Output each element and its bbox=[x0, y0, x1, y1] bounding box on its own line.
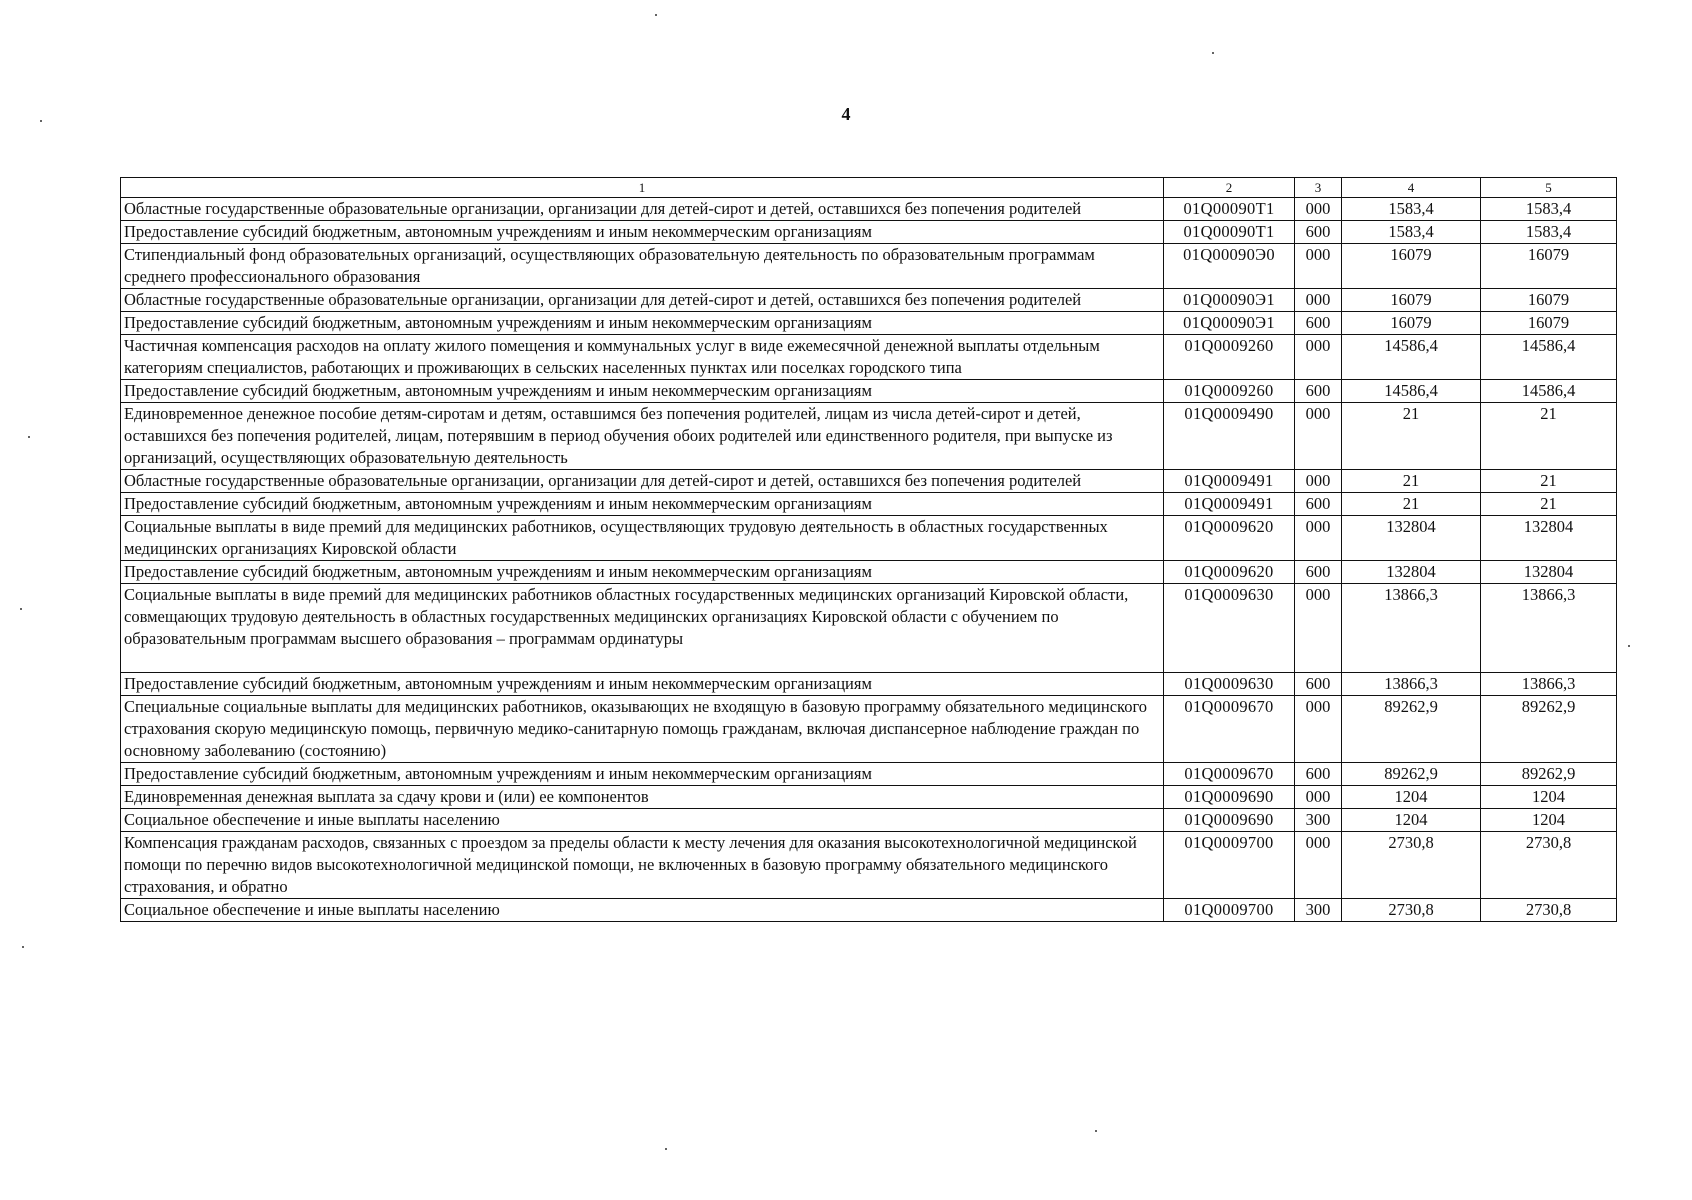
row-value-5: 16079 bbox=[1481, 312, 1617, 335]
table-row bbox=[121, 380, 1617, 403]
row-name: Областные государственные образовательные организации, организации для детей-сирот и детей, оставшихся без попечения родителей bbox=[121, 198, 1164, 221]
row-code: 01Q00090Э0 bbox=[1164, 244, 1295, 289]
row-value-5: 1583,4 bbox=[1481, 198, 1617, 221]
row-value-4: 21 bbox=[1342, 493, 1481, 516]
table-row bbox=[121, 470, 1617, 493]
row-name: Стипендиальный фонд образовательных организаций, осуществляющих образовательную деятельность по образовательным программам среднего профессионального образования bbox=[121, 244, 1164, 289]
table-row bbox=[121, 335, 1617, 380]
scan-speck bbox=[1212, 52, 1214, 54]
table-row bbox=[121, 403, 1617, 470]
row-value-4: 14586,4 bbox=[1342, 380, 1481, 403]
row-code: 01Q0009260 bbox=[1164, 335, 1295, 380]
row-value-4: 1583,4 bbox=[1342, 221, 1481, 244]
scan-speck bbox=[655, 14, 657, 16]
row-code: 01Q0009630 bbox=[1164, 584, 1295, 673]
row-name: Частичная компенсация расходов на оплату жилого помещения и коммунальных услуг в виде ежемесячной денежной выплаты отдельным категориям специалистов, работающих и проживающих в сельских населенных пунктах или поселках городского типа bbox=[121, 335, 1164, 380]
table-row bbox=[121, 696, 1617, 763]
header-row bbox=[121, 178, 1617, 198]
row-code: 01Q0009620 bbox=[1164, 516, 1295, 561]
column-header-4: 4 bbox=[1342, 178, 1481, 198]
row-type: 000 bbox=[1295, 335, 1342, 380]
row-value-4: 1204 bbox=[1342, 809, 1481, 832]
row-name: Предоставление субсидий бюджетным, автономным учреждениям и иным некоммерческим организациям bbox=[121, 493, 1164, 516]
row-name: Предоставление субсидий бюджетным, автономным учреждениям и иным некоммерческим организациям bbox=[121, 221, 1164, 244]
row-name: Предоставление субсидий бюджетным, автономным учреждениям и иным некоммерческим организациям bbox=[121, 561, 1164, 584]
row-value-5: 1583,4 bbox=[1481, 221, 1617, 244]
row-value-4: 132804 bbox=[1342, 561, 1481, 584]
row-name: Единовременная денежная выплата за сдачу крови и (или) ее компонентов bbox=[121, 786, 1164, 809]
row-type: 000 bbox=[1295, 244, 1342, 289]
row-code: 01Q0009260 bbox=[1164, 380, 1295, 403]
row-value-4: 21 bbox=[1342, 470, 1481, 493]
row-type: 600 bbox=[1295, 763, 1342, 786]
row-value-4: 16079 bbox=[1342, 289, 1481, 312]
row-name: Социальные выплаты в виде премий для медицинских работников, осуществляющих трудовую деятельность в областных государственных медицинских организациях Кировской области bbox=[121, 516, 1164, 561]
budget-table bbox=[120, 177, 1617, 922]
column-header-1: 1 bbox=[121, 178, 1164, 198]
row-value-5: 13866,3 bbox=[1481, 584, 1617, 673]
row-value-5: 1204 bbox=[1481, 786, 1617, 809]
row-value-4: 1204 bbox=[1342, 786, 1481, 809]
row-code: 01Q00090Э1 bbox=[1164, 289, 1295, 312]
row-name: Компенсация гражданам расходов, связанных с проездом за пределы области к месту лечения для оказания высокотехнологичной медицинской помощи по перечню видов высокотехнологичной медицинской помощи, не включенных в базовую программу обязательного медицинского страхования, и обратно bbox=[121, 832, 1164, 899]
row-code: 01Q00090Э1 bbox=[1164, 312, 1295, 335]
row-value-4: 21 bbox=[1342, 403, 1481, 470]
row-type: 600 bbox=[1295, 380, 1342, 403]
scan-speck bbox=[1628, 645, 1630, 647]
table-row bbox=[121, 763, 1617, 786]
row-value-5: 1204 bbox=[1481, 809, 1617, 832]
row-value-4: 16079 bbox=[1342, 312, 1481, 335]
row-value-5: 21 bbox=[1481, 493, 1617, 516]
row-name: Предоставление субсидий бюджетным, автономным учреждениям и иным некоммерческим организациям bbox=[121, 673, 1164, 696]
row-type: 300 bbox=[1295, 899, 1342, 922]
row-code: 01Q0009670 bbox=[1164, 763, 1295, 786]
row-name: Предоставление субсидий бюджетным, автономным учреждениям и иным некоммерческим организациям bbox=[121, 312, 1164, 335]
table-row bbox=[121, 832, 1617, 899]
row-value-4: 89262,9 bbox=[1342, 763, 1481, 786]
row-value-5: 16079 bbox=[1481, 289, 1617, 312]
row-type: 600 bbox=[1295, 221, 1342, 244]
scan-speck bbox=[665, 1148, 667, 1150]
column-header-2: 2 bbox=[1164, 178, 1295, 198]
row-code: 01Q0009690 bbox=[1164, 809, 1295, 832]
row-code: 01Q0009700 bbox=[1164, 832, 1295, 899]
table-row bbox=[121, 312, 1617, 335]
column-header-5: 5 bbox=[1481, 178, 1617, 198]
row-name: Специальные социальные выплаты для медицинских работников, оказывающих не входящую в базовую программу обязательного медицинского страхования скорую медицинскую помощь, первичную медико-санитарную помощь гражданам, включая диспансерное наблюдение граждан по основному заболеванию (состоянию) bbox=[121, 696, 1164, 763]
table-row bbox=[121, 561, 1617, 584]
row-value-5: 89262,9 bbox=[1481, 696, 1617, 763]
table-row bbox=[121, 289, 1617, 312]
row-value-4: 2730,8 bbox=[1342, 832, 1481, 899]
table-row bbox=[121, 221, 1617, 244]
row-value-5: 16079 bbox=[1481, 244, 1617, 289]
table-row bbox=[121, 198, 1617, 221]
row-type: 000 bbox=[1295, 403, 1342, 470]
row-value-4: 13866,3 bbox=[1342, 584, 1481, 673]
row-code: 01Q0009490 bbox=[1164, 403, 1295, 470]
row-type: 600 bbox=[1295, 493, 1342, 516]
row-code: 01Q0009630 bbox=[1164, 673, 1295, 696]
table-row bbox=[121, 673, 1617, 696]
row-name: Единовременное денежное пособие детям-сиротам и детям, оставшимся без попечения родителей, лицам из числа детей-сирот и детей, оставшихся без попечения родителей, лицам, потерявшим в период обучения обоих родителей или единственного родителя, при выпуске из организаций, осуществляющих образовательную деятельность bbox=[121, 403, 1164, 470]
row-code: 01Q00090T1 bbox=[1164, 198, 1295, 221]
row-type: 000 bbox=[1295, 832, 1342, 899]
row-type: 000 bbox=[1295, 786, 1342, 809]
column-header-3: 3 bbox=[1295, 178, 1342, 198]
table-row bbox=[121, 786, 1617, 809]
row-value-5: 2730,8 bbox=[1481, 832, 1617, 899]
table-row bbox=[121, 584, 1617, 673]
scan-speck bbox=[22, 946, 24, 948]
row-name: Областные государственные образовательные организации, организации для детей-сирот и детей, оставшихся без попечения родителей bbox=[121, 289, 1164, 312]
table-row bbox=[121, 516, 1617, 561]
row-value-4: 89262,9 bbox=[1342, 696, 1481, 763]
scan-speck bbox=[40, 120, 42, 122]
row-value-5: 13866,3 bbox=[1481, 673, 1617, 696]
row-name: Предоставление субсидий бюджетным, автономным учреждениям и иным некоммерческим организациям bbox=[121, 763, 1164, 786]
row-code: 01Q0009670 bbox=[1164, 696, 1295, 763]
table-row bbox=[121, 244, 1617, 289]
row-value-4: 132804 bbox=[1342, 516, 1481, 561]
table-row bbox=[121, 493, 1617, 516]
row-name: Социальное обеспечение и иные выплаты населению bbox=[121, 899, 1164, 922]
scan-speck bbox=[20, 608, 22, 610]
scan-speck bbox=[28, 436, 30, 438]
row-value-5: 14586,4 bbox=[1481, 335, 1617, 380]
row-name: Социальные выплаты в виде премий для медицинских работников областных государственных медицинских организаций Кировской области, совмещающих трудовую деятельность в областных государственных медицинских организациях Кировской области с обучением по образовательным программам высшего образования – программам ординатуры bbox=[121, 584, 1164, 673]
row-type: 000 bbox=[1295, 289, 1342, 312]
row-name: Предоставление субсидий бюджетным, автономным учреждениям и иным некоммерческим организациям bbox=[121, 380, 1164, 403]
scan-speck bbox=[1095, 1130, 1097, 1132]
row-type: 000 bbox=[1295, 696, 1342, 763]
row-code: 01Q0009491 bbox=[1164, 470, 1295, 493]
table-row bbox=[121, 809, 1617, 832]
row-type: 000 bbox=[1295, 198, 1342, 221]
row-value-5: 89262,9 bbox=[1481, 763, 1617, 786]
row-value-5: 132804 bbox=[1481, 561, 1617, 584]
row-type: 600 bbox=[1295, 561, 1342, 584]
row-name: Социальное обеспечение и иные выплаты населению bbox=[121, 809, 1164, 832]
row-type: 300 bbox=[1295, 809, 1342, 832]
row-code: 01Q0009620 bbox=[1164, 561, 1295, 584]
row-value-5: 21 bbox=[1481, 403, 1617, 470]
row-type: 000 bbox=[1295, 516, 1342, 561]
row-name: Областные государственные образовательные организации, организации для детей-сирот и детей, оставшихся без попечения родителей bbox=[121, 470, 1164, 493]
table-row bbox=[121, 899, 1617, 922]
row-value-4: 13866,3 bbox=[1342, 673, 1481, 696]
row-value-4: 1583,4 bbox=[1342, 198, 1481, 221]
row-type: 000 bbox=[1295, 470, 1342, 493]
row-value-4: 16079 bbox=[1342, 244, 1481, 289]
table-header bbox=[121, 178, 1617, 198]
page-number: 4 bbox=[841, 104, 851, 124]
row-value-5: 14586,4 bbox=[1481, 380, 1617, 403]
row-value-5: 21 bbox=[1481, 470, 1617, 493]
row-value-5: 2730,8 bbox=[1481, 899, 1617, 922]
row-value-4: 14586,4 bbox=[1342, 335, 1481, 380]
row-type: 000 bbox=[1295, 584, 1342, 673]
row-type: 600 bbox=[1295, 673, 1342, 696]
row-value-4: 2730,8 bbox=[1342, 899, 1481, 922]
table-body bbox=[121, 198, 1617, 922]
row-code: 01Q00090T1 bbox=[1164, 221, 1295, 244]
row-type: 600 bbox=[1295, 312, 1342, 335]
row-code: 01Q0009491 bbox=[1164, 493, 1295, 516]
row-code: 01Q0009690 bbox=[1164, 786, 1295, 809]
row-code: 01Q0009700 bbox=[1164, 899, 1295, 922]
row-value-5: 132804 bbox=[1481, 516, 1617, 561]
